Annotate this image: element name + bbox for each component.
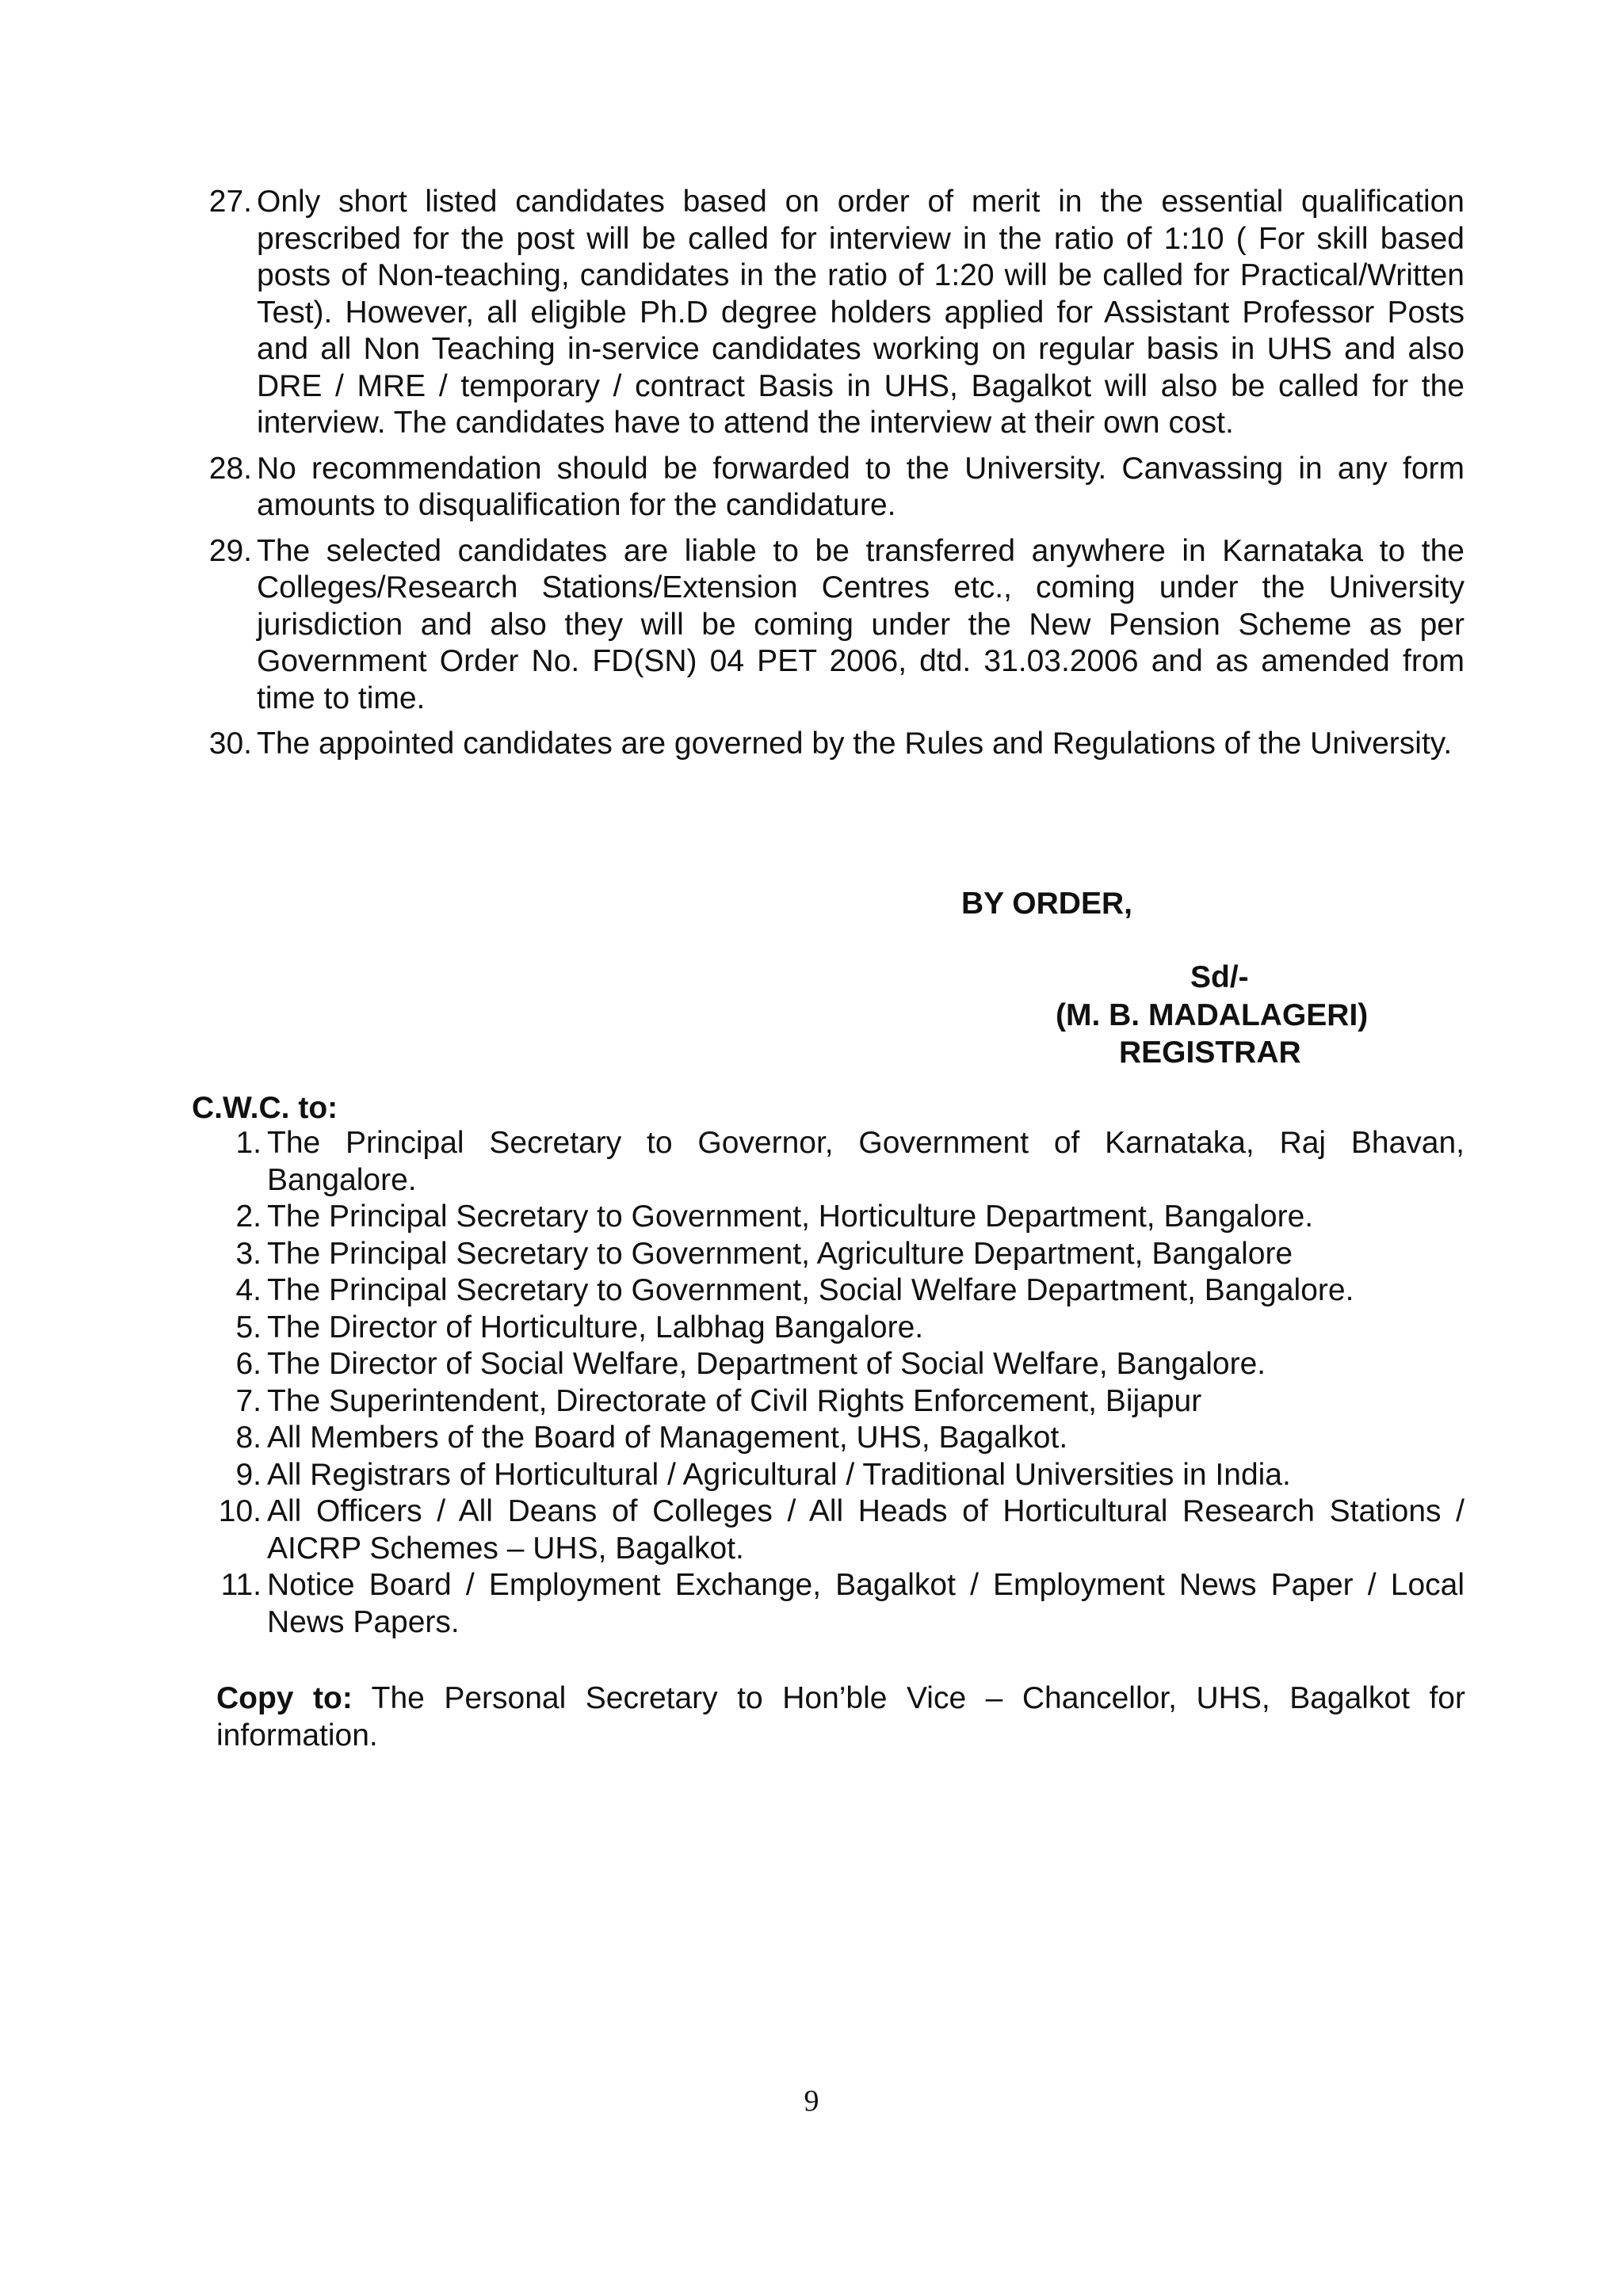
list-item [197, 1493, 1465, 1567]
clause-29 [197, 533, 1465, 718]
list-item [197, 1125, 1465, 1199]
clause-27 [197, 184, 1465, 442]
clause-30 [197, 726, 1465, 763]
list-item-text: All Members of the Board of Management, UHS, Bagalkot. [267, 1421, 1068, 1455]
copy-to-text: The Personal Secretary to Hon’ble Vice – Chancellor, UHS, Bagalkot for information. [216, 1681, 1465, 1753]
list-item [197, 1567, 1465, 1641]
signed-mark: Sd/- [1190, 960, 1249, 994]
list-item [197, 1199, 1465, 1236]
list-item-number: 7. [235, 1383, 262, 1418]
numbered-clauses [197, 184, 1465, 772]
clause-text: No recommendation should be forwarded to the University. Canvassing in any form amounts to disqualification for the candidature. [257, 451, 1465, 522]
list-item-number: 10. [218, 1494, 262, 1528]
clause-number: 27. [208, 185, 252, 219]
list-item [197, 1310, 1465, 1347]
by-order-line: BY ORDER, [961, 887, 1132, 921]
list-item-text: The Director of Horticulture, Lalbhag Bangalore. [267, 1310, 924, 1344]
clause-number: 29. [208, 533, 252, 568]
cwc-list [197, 1125, 1465, 1641]
list-item-number: 2. [235, 1199, 262, 1234]
list-item-text: The Principal Secretary to Government, Horticulture Department, Bangalore. [267, 1199, 1314, 1234]
list-item [197, 1420, 1465, 1457]
list-item [197, 1272, 1465, 1310]
list-item-text: All Officers / All Deans of Colleges / All Heads of Horticultural Research Stations / AICRP Schemes – UHS, Bagalkot. [267, 1494, 1465, 1566]
list-item-number: 6. [235, 1347, 262, 1381]
copy-to-label: Copy to: [216, 1681, 353, 1715]
cwc-heading: C.W.C. to: [192, 1091, 338, 1125]
clause-text: The selected candidates are liable to be transferred anywhere in Karnataka to the Colleges/Research Stations/Extension Centres etc., coming under the University jurisdiction and also they will be coming under the New Pension Scheme as per Government Order No. FD(SN) 04 PET 2006, dtd. 31.03.2006 and as amended from time to time. [257, 533, 1465, 715]
list-item-number: 11. [220, 1568, 262, 1602]
list-item [197, 1346, 1465, 1383]
page-number: 9 [804, 2084, 819, 2118]
registrar-name: (M. B. MADALAGERI) [1056, 998, 1369, 1032]
clause-number: 30. [208, 727, 252, 761]
list-item-text: All Registrars of Horticultural / Agricultural / Traditional Universities in India. [267, 1457, 1291, 1492]
registrar-title: REGISTRAR [1119, 1035, 1301, 1070]
list-item [197, 1383, 1465, 1421]
clause-number: 28. [208, 451, 252, 486]
list-item-text: The Principal Secretary to Government, Social Welfare Department, Bangalore. [267, 1273, 1354, 1307]
clause-28 [197, 451, 1465, 524]
list-item-text: The Superintendent, Directorate of Civil Rights Enforcement, Bijapur [267, 1383, 1202, 1418]
list-item [197, 1236, 1465, 1273]
list-item-text: The Director of Social Welfare, Department of Social Welfare, Bangalore. [267, 1347, 1266, 1381]
list-item [197, 1457, 1465, 1494]
list-item-text: The Principal Secretary to Government, Agriculture Department, Bangalore [267, 1236, 1293, 1271]
list-item-number: 9. [235, 1457, 262, 1492]
list-item-text: Notice Board / Employment Exchange, Bagalkot / Employment News Paper / Local News Papers. [267, 1568, 1465, 1639]
list-item-number: 1. [235, 1126, 262, 1160]
copy-to-paragraph [216, 1680, 1465, 1754]
list-item-number: 4. [235, 1273, 262, 1307]
list-item-text: The Principal Secretary to Governor, Government of Karnataka, Raj Bhavan, Bangalore. [267, 1126, 1465, 1197]
clause-text: Only short listed candidates based on order of merit in the essential qualification prescribed for the post will be called for interview in the ratio of 1:10 ( For skill based posts of Non-teaching, candidates in the ratio of 1:20 will be called for Practical/Written Test). However, all eligible Ph.D degree holders applied for Assistant Professor Posts and all Non Teaching in-service candidates working on regular basis in UHS and also DRE / MRE / temporary / contract Basis in UHS, Bagalkot will also be called for the interview. The candidates have to attend the interview at their own cost. [257, 185, 1465, 440]
list-item-number: 8. [235, 1421, 262, 1455]
clause-text: The appointed candidates are governed by the Rules and Regulations of the University. [257, 727, 1453, 761]
list-item-number: 5. [235, 1310, 262, 1344]
list-item-number: 3. [235, 1236, 262, 1271]
